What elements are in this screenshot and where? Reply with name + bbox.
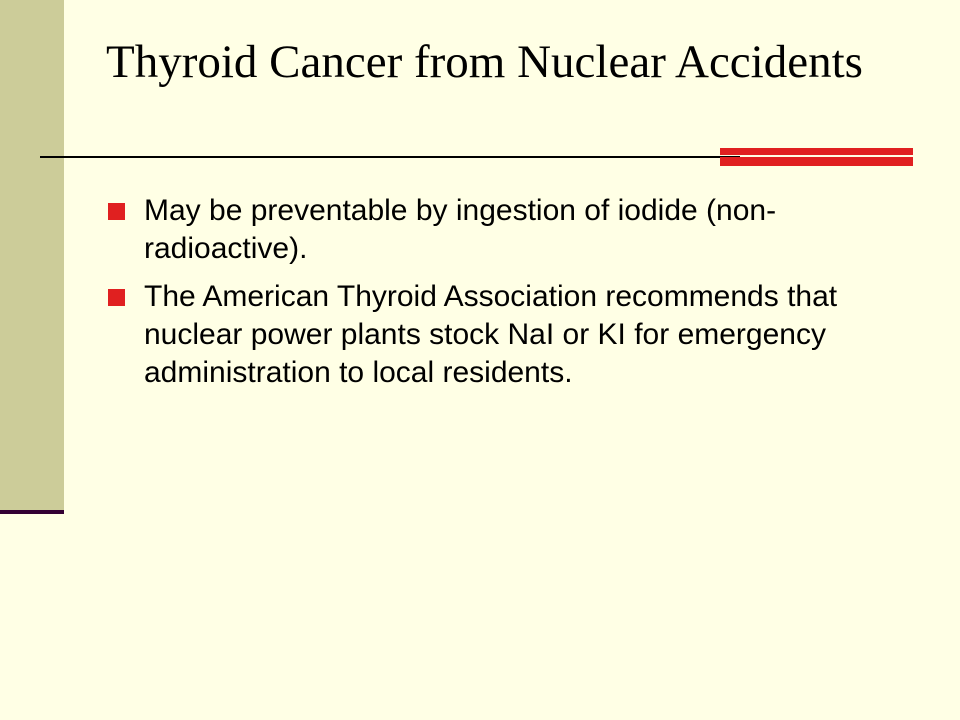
square-bullet-icon [108, 203, 125, 220]
left-bar-bottom-rule [0, 510, 64, 514]
left-decorative-bar [0, 0, 64, 512]
accent-stripe-top [720, 148, 913, 155]
accent-stripe-bottom [720, 157, 913, 166]
slide-title: Thyroid Cancer from Nuclear Accidents [106, 36, 863, 88]
square-bullet-icon [108, 289, 125, 306]
bullet-text: The American Thyroid Association recommends that nuclear power plants stock NaI or KI for emergency administration to local residents. [144, 280, 838, 389]
title-underline [40, 156, 740, 158]
bullet-item [106, 278, 906, 392]
accent-rule [720, 148, 913, 168]
bullet-list [106, 192, 906, 402]
bullet-text: May be preventable by ingestion of iodide (non-radioactive). [144, 194, 777, 265]
bullet-item [106, 192, 906, 268]
